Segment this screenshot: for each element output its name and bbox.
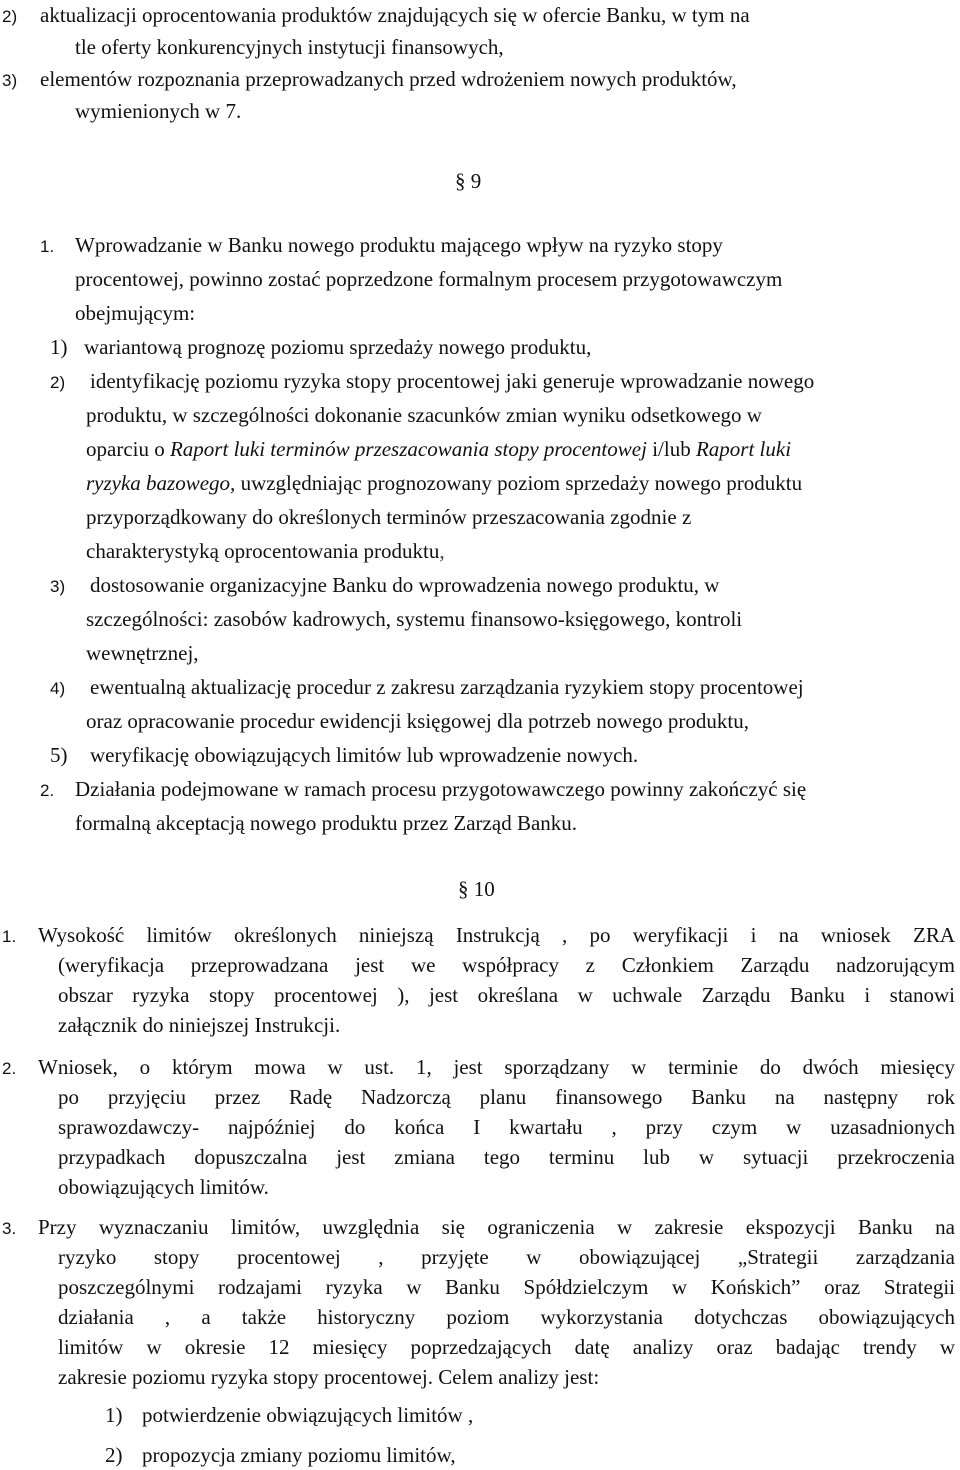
list-item-text: elementów rozpoznania przeprowadzanych przed wdrożeniem nowych produktów,: [40, 67, 737, 91]
list-number: 1): [105, 1403, 123, 1427]
list-item-text: [86, 538, 445, 564]
paragraph-text: działania , a także historyczny poziom wykorzystania dotychczas obowiązujących: [58, 1305, 955, 1329]
list-item-text: produktu, w szczególności dokonanie szacunków zmian wyniku odsetkowego w: [86, 403, 762, 427]
paragraph-text: przypadkach dopuszczalna jest zmiana tego terminu lub w sytuacji przekroczenia: [58, 1145, 955, 1169]
paragraph-number: 1.: [40, 237, 55, 256]
list-item-text: weryfikację obowiązujących limitów lub wprowadzenie nowych.: [90, 743, 639, 767]
paragraph-text: obszar ryzyka stopy procentowej ), jest określana w uchwale Zarządu Banku i stanowi: [58, 983, 955, 1007]
list-item-text: [86, 436, 791, 462]
section-heading: § 9: [455, 169, 482, 193]
list-item-text: wariantową prognozę poziomu sprzedaży nowego produktu,: [84, 335, 592, 359]
paragraph-text: limitów w okresie 12 miesięcy poprzedzających datę analizy oraz badając trendy w: [58, 1335, 955, 1359]
paragraph-text: załącznik do niniejszej Instrukcji.: [58, 1013, 341, 1037]
text-fragment: oparciu o: [86, 437, 170, 461]
section-heading: § 10: [458, 877, 495, 901]
text-fragment: charakterystyką oprocentowania produktu: [86, 539, 440, 563]
list-item-text: potwierdzenie obwiązujących limitów ,: [142, 1403, 474, 1427]
paragraph-text: Wniosek, o którym mowa w ust. 1, jest sporządzany w terminie do dwóch miesięcy: [38, 1055, 955, 1079]
list-item-text: tle oferty konkurencyjnych instytucji finansowych,: [75, 35, 504, 59]
paragraph-text: Przy wyznaczaniu limitów, uwzględnia się ograniczenia w zakresie ekspozycji Banku na: [38, 1215, 955, 1239]
list-item-text: [86, 470, 802, 496]
list-number: 2): [2, 7, 18, 26]
list-item-text: przyporządkowany do określonych terminów przeszacowania zgodnie z: [86, 505, 692, 529]
paragraph-text: procentowej, powinno zostać poprzedzone formalnym procesem przygotowawczym: [75, 267, 783, 291]
paragraph-number: 2.: [40, 781, 55, 800]
list-number: 1): [50, 335, 68, 359]
list-number: 3): [50, 577, 66, 596]
list-number: 5): [50, 743, 68, 767]
text-fragment: ,: [439, 539, 445, 563]
list-number: 3): [2, 71, 18, 90]
list-item-text: aktualizacji oprocentowania produktów znajdujących się w ofercie Banku, w tym na: [40, 3, 750, 27]
text-fragment: uwzględniając prognozowany poziom sprzedaży nowego produktu: [235, 471, 803, 495]
paragraph-number: 1.: [2, 927, 17, 946]
list-number: 4): [50, 679, 66, 698]
italic-report-name: Raport luki: [695, 437, 792, 461]
list-item-text: szczególności: zasobów kadrowych, systemu finansowo-księgowego, kontroli: [86, 607, 743, 631]
list-item-text: oraz opracowanie procedur ewidencji księgowej dla potrzeb nowego produktu,: [86, 709, 750, 733]
paragraph-text: ryzyko stopy procentowej , przyjęte w obowiązującej „Strategii zarządzania: [58, 1245, 955, 1269]
paragraph-text: zakresie poziomu ryzyka stopy procentowej. Celem analizy jest:: [58, 1365, 600, 1389]
paragraph-text: Działania podejmowane w ramach procesu przygotowawczego powinny zakończyć się: [75, 777, 807, 801]
list-item-text: identyfikację poziomu ryzyka stopy procentowej jaki generuje wprowadzanie nowego: [90, 369, 815, 393]
list-item-text: dostosowanie organizacyjne Banku do wprowadzenia nowego produktu, w: [90, 573, 720, 597]
paragraph-text: poszczególnymi rodzajami ryzyka w Banku Spółdzielczym w Końskich” oraz Strategii: [58, 1275, 955, 1299]
list-number: 2): [50, 373, 66, 392]
list-item-text: propozycja zmiany poziomu limitów,: [142, 1443, 456, 1467]
paragraph-text: obowiązujących limitów.: [58, 1175, 269, 1199]
paragraph-text: Wysokość limitów określonych niniejszą Instrukcją , po weryfikacji i na wniosek ZRA: [38, 923, 955, 947]
list-item-text: ewentualną aktualizację procedur z zakresu zarządzania ryzykiem stopy procentowej: [90, 675, 804, 699]
list-item-text: wymienionych w 7.: [75, 99, 242, 123]
paragraph-text: po przyjęciu przez Radę Nadzorczą planu finansowego Banku na następny rok: [58, 1085, 955, 1109]
paragraph-text: formalną akceptacją nowego produktu przez Zarząd Banku.: [75, 811, 578, 835]
list-number: 2): [105, 1443, 123, 1467]
paragraph-text: (weryfikacja przeprowadzana jest we współpracy z Członkiem Zarządu nadzorującym: [58, 953, 955, 977]
paragraph-text: Wprowadzanie w Banku nowego produktu mającego wpływ na ryzyko stopy: [75, 233, 723, 257]
paragraph-text: sprawozdawczy- najpóźniej do końca I kwartału , przy czym w uzasadnionych: [58, 1115, 955, 1139]
italic-report-name: Raport luki terminów przeszacowania stopy procentowej: [169, 437, 647, 461]
paragraph-text: obejmującym:: [75, 301, 196, 325]
paragraph-number: 2.: [2, 1059, 17, 1078]
list-item-text: wewnętrznej,: [86, 641, 199, 665]
italic-report-name: ryzyka bazowego,: [86, 471, 236, 495]
text-fragment: i/lub: [646, 437, 696, 461]
paragraph-number: 3.: [2, 1219, 17, 1238]
